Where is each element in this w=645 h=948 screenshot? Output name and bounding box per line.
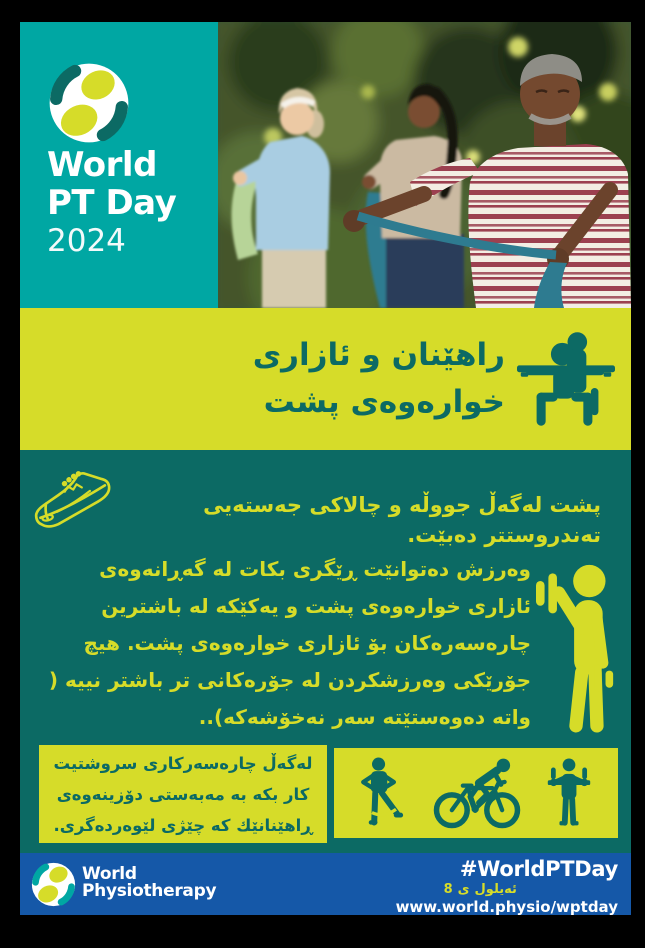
- tip-text: لەگەڵ چارەسەرکاری سروشتیت کار بکە بە مەبەستی دۆزینەوەی ڕاهێنانێك کە چێژی لێوەردەگری.: [53, 753, 313, 835]
- world-physiotherapy-logo-icon: [31, 862, 76, 907]
- exercise-icons-box: [334, 748, 618, 838]
- dumbbell-person-icon: [536, 546, 616, 738]
- brand-line1: World: [47, 145, 157, 185]
- website-url: www.world.physio/wptday: [395, 898, 618, 916]
- org-name-line2: Physiotherapy: [82, 881, 217, 901]
- brand-line2: PT Day: [47, 183, 177, 223]
- poster-title: [253, 332, 505, 426]
- poster-title-line2: خوارەوەی پشت: [263, 384, 505, 420]
- brand-title: [47, 146, 176, 260]
- world-pt-day-poster: [20, 22, 631, 915]
- squat-support-icon: [517, 318, 615, 440]
- event-date-word2: ئەیلول: [474, 882, 517, 897]
- poster-title-line1: راهێنان و ئازاری: [252, 337, 505, 373]
- title-band: [20, 308, 631, 450]
- band-leg-exercise-icon: [352, 757, 416, 829]
- body-paragraph: وەرزش دەتوانێت ڕێگری بکات لە گەڕانەوەی ئازاری خوارەوەی پشت و یەکێکە لە باشترین چارەسەرەکان بۆ ئازاری خوارەوەی پشت. هیچ جۆرێکی وەرزشکردن لە جۆرەکانی تر باشتر نییە ( واتە دەوەستێتە سەر نەخۆشەکە)..: [48, 557, 531, 729]
- org-name-line1: World: [82, 864, 137, 884]
- org-name: [82, 866, 216, 900]
- event-date-word1: ی: [457, 882, 470, 897]
- world-pt-day-logo-icon: [48, 62, 130, 144]
- section-headline: پشت لەگەڵ جووڵە و چالاکی جەستەیی تەندروستتر دەبێت.: [203, 493, 601, 547]
- footer-right-block: [396, 858, 618, 916]
- hashtag: #WorldPTDay: [459, 857, 618, 881]
- cycling-icon: [431, 756, 523, 830]
- event-date: [396, 882, 618, 897]
- footer-bar: [20, 853, 631, 915]
- brand-block: [20, 22, 218, 308]
- event-date-number: 8: [443, 882, 453, 897]
- hero-photo-illustration: [218, 22, 631, 308]
- tip-box: [39, 745, 327, 843]
- hero-photo: [218, 22, 631, 308]
- brand-year: 2024: [47, 223, 126, 259]
- chest-band-exercise-icon: [538, 758, 600, 828]
- sneaker-icon: [28, 458, 116, 540]
